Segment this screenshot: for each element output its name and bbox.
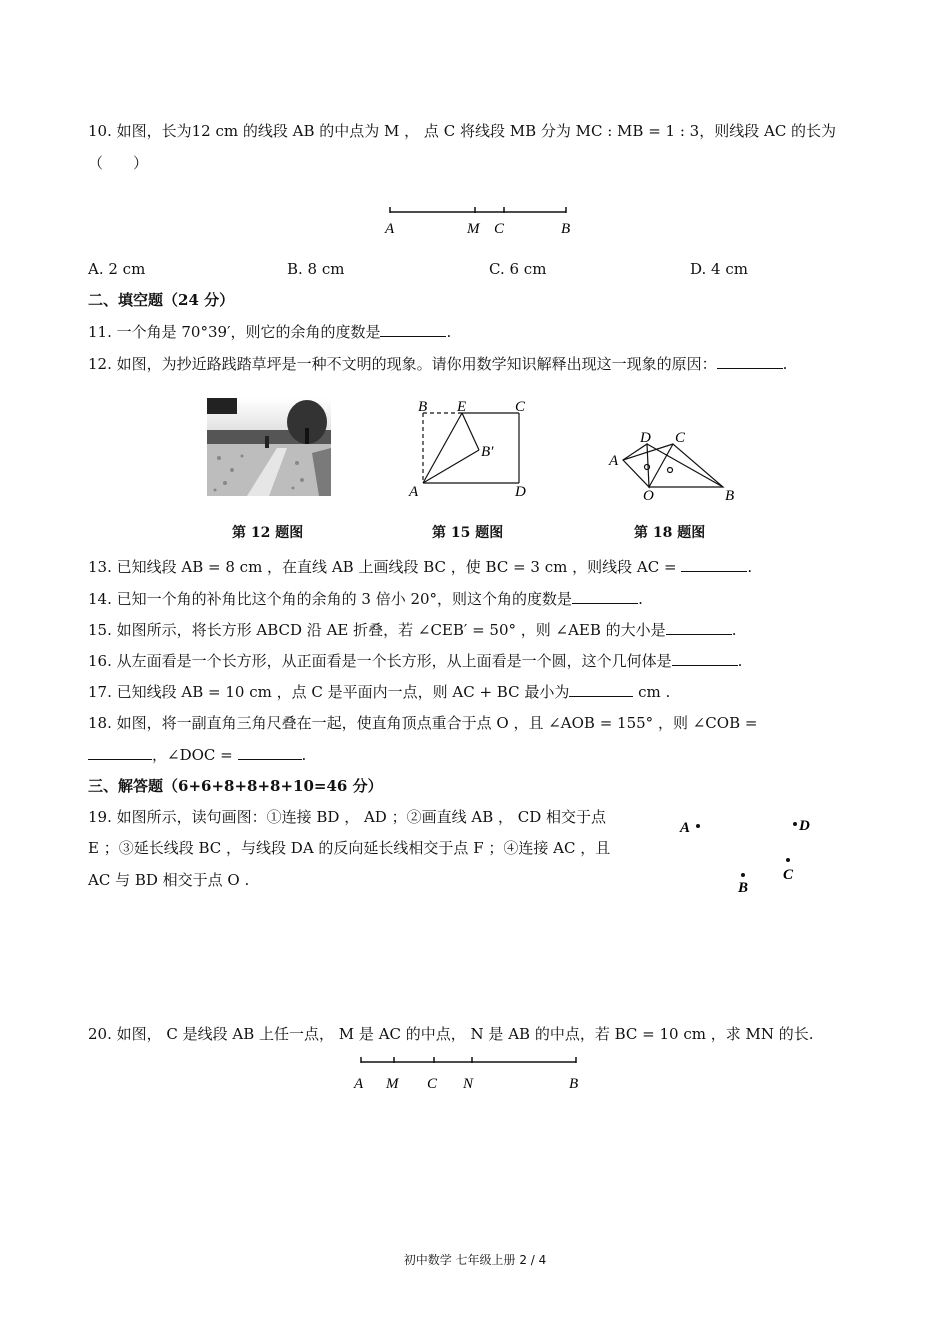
fig18-label-a: A <box>609 453 619 469</box>
q10-stem: 10. 如图，长为12 cm 的线段 AB 的中点为 M ， 点 C 将线段 MB 分为 MC : MB = 1 : 3，则线段 AC 的长为 <box>88 122 837 140</box>
fig19-label-b: B <box>738 880 749 896</box>
caption-fig12: 第 12 题图 <box>232 525 304 541</box>
fig19-label-d: D <box>799 818 810 834</box>
fig15-label-a: A <box>409 484 419 500</box>
q11: 11. 一个角是 70°39′，则它的余角的度数是 . <box>88 323 452 341</box>
fig19-label-a: A <box>680 820 691 836</box>
fig18-label-c: C <box>675 432 686 446</box>
fig12-photo <box>207 398 331 496</box>
q12: 12. 如图，为抄近路践踏草坪是一种不文明的现象。请你用数学知识解释出现这一现象的原因： . <box>88 355 788 373</box>
q19-line2: E ；③延长线段 BC ，与线段 DA 的反向延长线相交于点 F ；④连接 AC ，且 <box>88 839 611 857</box>
q10-label-b: B <box>561 221 571 237</box>
fig18-label-b: B <box>725 488 735 502</box>
fig20-label-b: B <box>569 1076 579 1092</box>
caption-fig15: 第 15 题图 <box>432 525 504 541</box>
caption-fig18: 第 18 题图 <box>634 525 706 541</box>
q10-paren: （ ） <box>88 154 149 172</box>
q10-segment-figure <box>380 200 580 240</box>
fig15-label-c: C <box>515 399 526 415</box>
section-heading-fill-blank: 二、填空题（24 分） <box>88 291 235 309</box>
q15: 15. 如图所示，将长方形 ABCD 沿 AE 折叠，若 ∠CEB′ = 50° ，则 ∠AEB 的大小是 . <box>88 621 737 639</box>
fig19-points <box>670 810 840 900</box>
fig20-segment <box>350 1052 590 1094</box>
q10-option-b: B. 8 cm <box>287 260 345 278</box>
q19-line1: 19. 如图所示，读句画图：①连接 BD ， AD ；②画直线 AB ， CD 相交于点 <box>88 808 607 826</box>
fig15-label-e: E <box>457 399 467 415</box>
q20-stem: 20. 如图， C 是线段 AB 上任一点， M 是 AC 的中点， N 是 AB 的中点，若 BC = 10 cm ，求 MN 的长. <box>88 1025 814 1043</box>
q10-label-a: A <box>385 221 395 237</box>
section-heading-solve: 三、解答题（6+6+8+8+8+10=46 分） <box>88 777 383 795</box>
fig15-label-bprime: B′ <box>481 444 494 460</box>
q19-line3: AC 与 BD 相交于点 O . <box>88 871 250 889</box>
q10-option-a: A. 2 cm <box>88 260 146 278</box>
q18-line1: 18. 如图，将一副直角三角尺叠在一起，使直角顶点重合于点 O ，且 ∠AOB = 155° ，则 ∠COB = <box>88 714 758 732</box>
fig20-label-m: M <box>386 1076 399 1092</box>
q13: 13. 已知线段 AB = 8 cm ，在直线 AB 上画线段 BC ，使 BC = 3 cm ，则线段 AC = . <box>88 558 753 576</box>
fig18-label-o: O <box>643 488 654 502</box>
fig15-label-b: B <box>418 399 428 415</box>
fig18-label-d: D <box>640 432 651 446</box>
fig15-rectangle-fold <box>405 398 535 502</box>
q10-option-c: C. 6 cm <box>489 260 547 278</box>
q10-label-m: M <box>467 221 480 237</box>
fig20-label-c: C <box>427 1076 438 1092</box>
q18-line2: ，∠DOC = . <box>88 745 306 765</box>
fig20-label-n: N <box>463 1076 474 1092</box>
q17: 17. 已知线段 AB = 10 cm ，点 C 是平面内一点，则 AC + BC 最小为 cm . <box>88 683 671 701</box>
fig18-triangle-rulers <box>605 432 745 502</box>
fig20-label-a: A <box>354 1076 364 1092</box>
q16: 16. 从左面看是一个长方形，从正面看是一个长方形，从上面看是一个圆，这个几何体是 . <box>88 652 743 670</box>
page-footer: 初中数学 七年级上册 2 / 4 <box>403 1253 547 1267</box>
q14: 14. 已知一个角的补角比这个角的余角的 3 倍小 20°，则这个角的度数是 . <box>88 590 643 608</box>
fig19-label-c: C <box>783 867 794 883</box>
fig15-label-d: D <box>515 484 526 500</box>
q10-option-d: D. 4 cm <box>690 260 748 278</box>
q10-label-c: C <box>494 221 505 237</box>
